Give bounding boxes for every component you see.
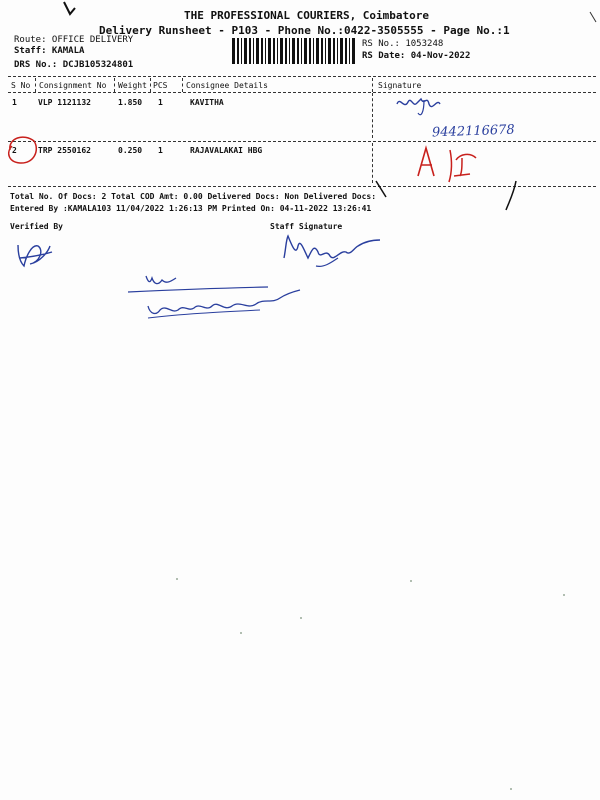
scan-speckle: [563, 594, 565, 596]
pen-slash: [376, 181, 386, 197]
red-circle-mark: [9, 137, 37, 163]
runsheet-title: Delivery Runsheet - P103 - Phone No.:0422-3505555 - Page No.:1: [99, 24, 510, 37]
handwritten-note: [146, 276, 176, 284]
scan-mark: [590, 12, 596, 22]
staff-signature: [316, 258, 338, 266]
consignee-signature-1: [418, 100, 424, 115]
route-label: Route: OFFICE DELIVERY: [14, 35, 134, 45]
company-title: THE PROFESSIONAL COURIERS, Coimbatore: [184, 9, 430, 22]
row-2-consignee: RAJAVALAKAI HBG: [190, 146, 263, 155]
pen-slash: [506, 181, 516, 210]
row-2-weight: 0.250: [118, 146, 143, 155]
row-1-sno: 1: [12, 98, 17, 107]
staff-signature: [284, 236, 380, 258]
scan-speckle: [410, 580, 412, 582]
col-header-sno: S No: [11, 81, 31, 90]
staff-signature-label: Staff Signature: [270, 222, 343, 231]
verified-by-label: Verified By: [10, 222, 63, 231]
rs-number: RS No.: 1053248: [362, 39, 444, 49]
handwritten-underline: [128, 287, 268, 292]
handwritten-name: [148, 290, 300, 313]
red-mark-a: [418, 148, 434, 176]
totals-line: Total No. Of Docs: 2 Total COD Amt: 0.00 Delivered Docs: Non Delivered Docs:: [10, 192, 377, 201]
row-2-consignment: TRP 2550162: [38, 146, 91, 155]
entered-by-line: Entered By :KAMALA103 11/04/2022 1:26:13 PM Printed On: 04-11-2022 13:26:41: [10, 204, 372, 213]
col-header-pcs: PCS: [153, 81, 168, 90]
row-2-pcs: 1: [158, 146, 163, 155]
col-header-weight: Weight: [118, 81, 147, 90]
scan-speckle: [510, 788, 512, 790]
scan-speckle: [240, 632, 242, 634]
handwritten-underline: [148, 310, 260, 318]
col-header-consignment: Consignment No: [39, 81, 107, 90]
col-header-consignee: Consignee Details: [186, 81, 268, 90]
col-header-signature: Signature: [378, 81, 422, 90]
scan-mark: [64, 2, 75, 14]
scan-speckle: [176, 578, 178, 580]
scan-speckle: [300, 617, 302, 619]
row-1-consignee: KAVITHA: [190, 98, 224, 107]
row-1-pcs: 1: [158, 98, 163, 107]
row-1-consignment: VLP 1121132: [38, 98, 91, 107]
staff-label: Staff: KAMALA: [14, 46, 85, 56]
row-1-weight: 1.850: [118, 98, 143, 107]
verifier-signature: [18, 245, 52, 266]
consignee-signature-1: [397, 99, 440, 107]
handwritten-phone: 9442116678: [431, 122, 515, 141]
drs-number: DRS No.: DCJB105324801: [14, 60, 134, 70]
rs-date: RS Date: 04-Nov-2022: [362, 51, 471, 61]
red-mark-i: [449, 150, 476, 182]
row-2-sno: 2: [12, 146, 17, 155]
